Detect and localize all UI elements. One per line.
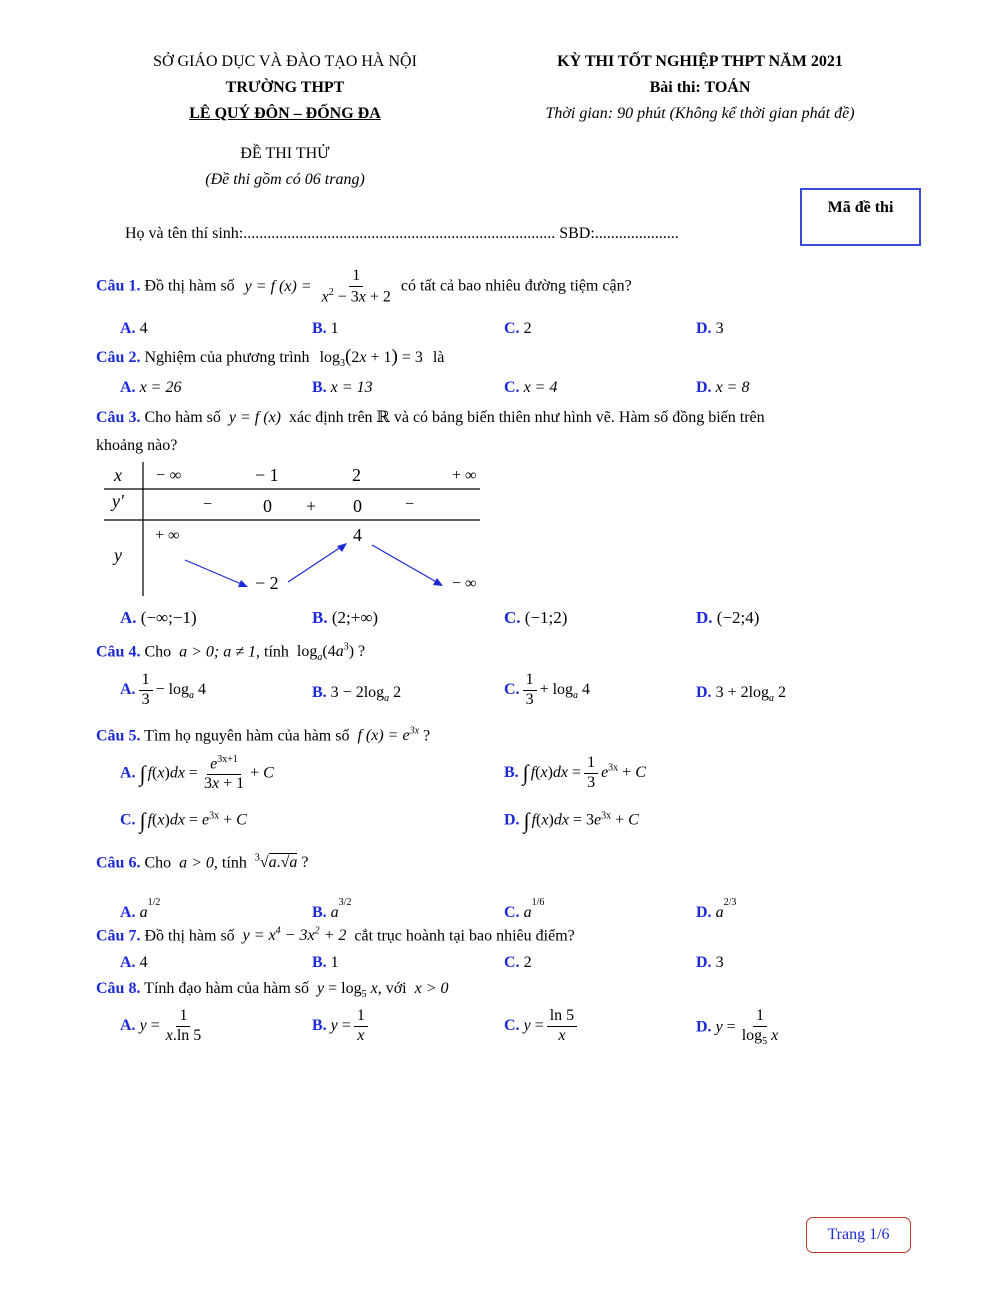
q1-option-b[interactable]: B. 1 <box>312 320 339 337</box>
exam-kind: ĐỀ THI THỬ <box>240 145 330 162</box>
tbl-yp-2: 0 <box>263 496 272 516</box>
question-8: Câu 8. Tính đạo hàm của hàm số $y = \log_5 x$, với x > 0 <box>96 980 449 1001</box>
exam-title: KỲ THI TỐT NGHIỆP THPT NĂM 2021 <box>557 53 843 70</box>
tbl-yp-label: y′ <box>112 491 124 511</box>
q1-text-a: Đồ thị hàm số <box>144 277 235 295</box>
question-2: Câu 2. Nghiệm của phương trình $\log_3(2x + 1) = 3$ là <box>96 346 445 370</box>
q8-option-d[interactable]: D. y = $\frac{1}{\log_5 x}$ <box>696 1007 779 1047</box>
exam-code-box <box>800 188 921 246</box>
q1-option-c[interactable]: C. 2 <box>504 320 532 337</box>
q2-option-a[interactable]: A. x = 26 <box>120 379 182 396</box>
q8-option-a[interactable]: A. y = $\frac{1}{x.\ln 5}$ <box>120 1007 202 1044</box>
q1-option-a[interactable]: A. 4 <box>120 320 148 337</box>
q2-option-c[interactable]: C. x = 4 <box>504 379 558 396</box>
q8-option-b[interactable]: B. y = $\frac{1}{x}$ <box>312 1008 371 1045</box>
page-number: Trang 1/6 <box>827 1226 890 1243</box>
tbl-y-2: 4 <box>353 525 362 545</box>
q1-label: Câu 1. <box>96 277 141 295</box>
question-3: Câu 3. Cho hàm số y = f (x) xác định trên ℝ và có bảng biến thiên như hình vẽ. Hàm số đồng biến trên khoảng nào? <box>96 409 765 454</box>
exam-code-label: Mã đề thi <box>827 199 894 216</box>
q6-option-b[interactable]: B. $a^{3/2}$ <box>312 897 352 921</box>
tbl-yp-3: + <box>306 496 317 516</box>
q1-option-d[interactable]: D. 3 <box>696 320 724 337</box>
q5-option-b[interactable]: B. ∫ f(x)dx = $\frac{1}{3}$ $e^{3x} + C$ <box>504 754 646 791</box>
tbl-yp-4: 0 <box>353 496 362 516</box>
q4-option-d[interactable]: D. $3 + 2\log_a$ 2 <box>696 684 787 705</box>
q4-option-c[interactable]: C. $\frac{1}{3}$ + $\log_a 4$ <box>504 671 591 708</box>
q7-option-b[interactable]: B. 1 <box>312 954 339 971</box>
duration: Thời gian: 90 phút (Không kể thời gian phát đề) <box>545 105 855 122</box>
student-info-line: Họ và tên thí sinh:.............................................................................. SBD:..................... <box>125 225 679 242</box>
dept-name: SỞ GIÁO DỤC VÀ ĐÀO TẠO HÀ NỘI <box>153 53 417 70</box>
tbl-y-1: + ∞ <box>155 527 180 544</box>
tbl-y-label: y <box>114 545 122 565</box>
q6-option-c[interactable]: C. $a^{1/6}$ <box>504 897 545 921</box>
subject: Bài thi: TOÁN <box>649 79 751 96</box>
tbl-yp-1: − <box>203 496 213 513</box>
q6-option-d[interactable]: D. $a^{2/3}$ <box>696 897 737 921</box>
tbl-x-1: − ∞ <box>155 467 182 484</box>
q5-option-c[interactable]: C. ∫ $f(x)dx = e^{3x} + C$ <box>120 808 247 833</box>
page-number-box <box>806 1217 911 1253</box>
q7-option-d[interactable]: D. 3 <box>696 954 724 971</box>
q5-option-a[interactable]: A. ∫ f(x)dx = $\frac{e^{3x+1}}{3x + 1}$ + C <box>120 754 274 793</box>
arrow-down-2 <box>372 545 440 584</box>
question-7: Câu 7. Đồ thị hàm số $y = x^4 - 3x^2 + 2$ cắt trục hoành tại bao nhiêu điểm? <box>96 926 575 945</box>
q1-text-b: có tất cả bao nhiêu đường tiệm cận? <box>400 277 632 295</box>
q5-option-d[interactable]: D. ∫ $f(x)dx = 3e^{3x} + C$ <box>504 808 639 833</box>
q2-option-b[interactable]: B. x = 13 <box>312 379 373 396</box>
question-6: Câu 6. Cho a > 0, tính $^3$√a.√a ? <box>96 853 309 872</box>
tbl-x-2: − 1 <box>255 465 279 485</box>
tbl-x-label: x <box>114 465 122 485</box>
arrow-down-1 <box>185 560 246 586</box>
q2-option-d[interactable]: D. x = 8 <box>696 379 750 396</box>
q8-option-c[interactable]: C. y = $\frac{\ln 5}{x}$ <box>504 1008 580 1045</box>
q3-option-c[interactable]: C. (−1;2) <box>504 608 568 627</box>
q3-option-a[interactable]: A. (−∞;−1) <box>120 608 197 627</box>
q3-option-d[interactable]: D. (−2;4) <box>696 608 760 627</box>
school-type: TRƯỜNG THPT <box>225 79 345 96</box>
page-count-note: (Đề thi gồm có 06 trang) <box>205 171 365 188</box>
tbl-x-3: 2 <box>352 465 361 485</box>
question-1: Câu 1. Đồ thị hàm số y = f (x) = $\frac{1}{x^2 - 3x + 2}$ có tất cả bao nhiêu đường tiệm cận? <box>96 267 632 306</box>
q3-option-b[interactable]: B. (2;+∞) <box>312 608 379 627</box>
tbl-yp-5: − <box>405 496 415 513</box>
q7-option-a[interactable]: A. 4 <box>120 954 148 971</box>
q7-option-c[interactable]: C. 2 <box>504 954 532 971</box>
q6-option-a[interactable]: A. $a^{1/2}$ <box>120 897 161 921</box>
tbl-y-4: − ∞ <box>452 575 477 592</box>
tbl-y-3: − 2 <box>255 573 279 593</box>
school-name: LÊ QUÝ ĐÔN – ĐỐNG ĐA <box>189 105 381 122</box>
question-4: Câu 4. Cho a > 0; a ≠ 1, tính $\log_a(4a^3)$ ? <box>96 642 366 664</box>
arrow-up <box>288 545 344 582</box>
q4-option-b[interactable]: B. $3 - 2\log_a$ 2 <box>312 684 402 705</box>
tbl-x-4: + ∞ <box>452 467 477 484</box>
question-5: Câu 5. Tìm họ nguyên hàm của hàm số f $(x) = e^{3x}$ ? <box>96 726 431 745</box>
q4-option-a[interactable]: A. $\frac{1}{3}$ − $\log_a 4$ <box>120 671 207 708</box>
